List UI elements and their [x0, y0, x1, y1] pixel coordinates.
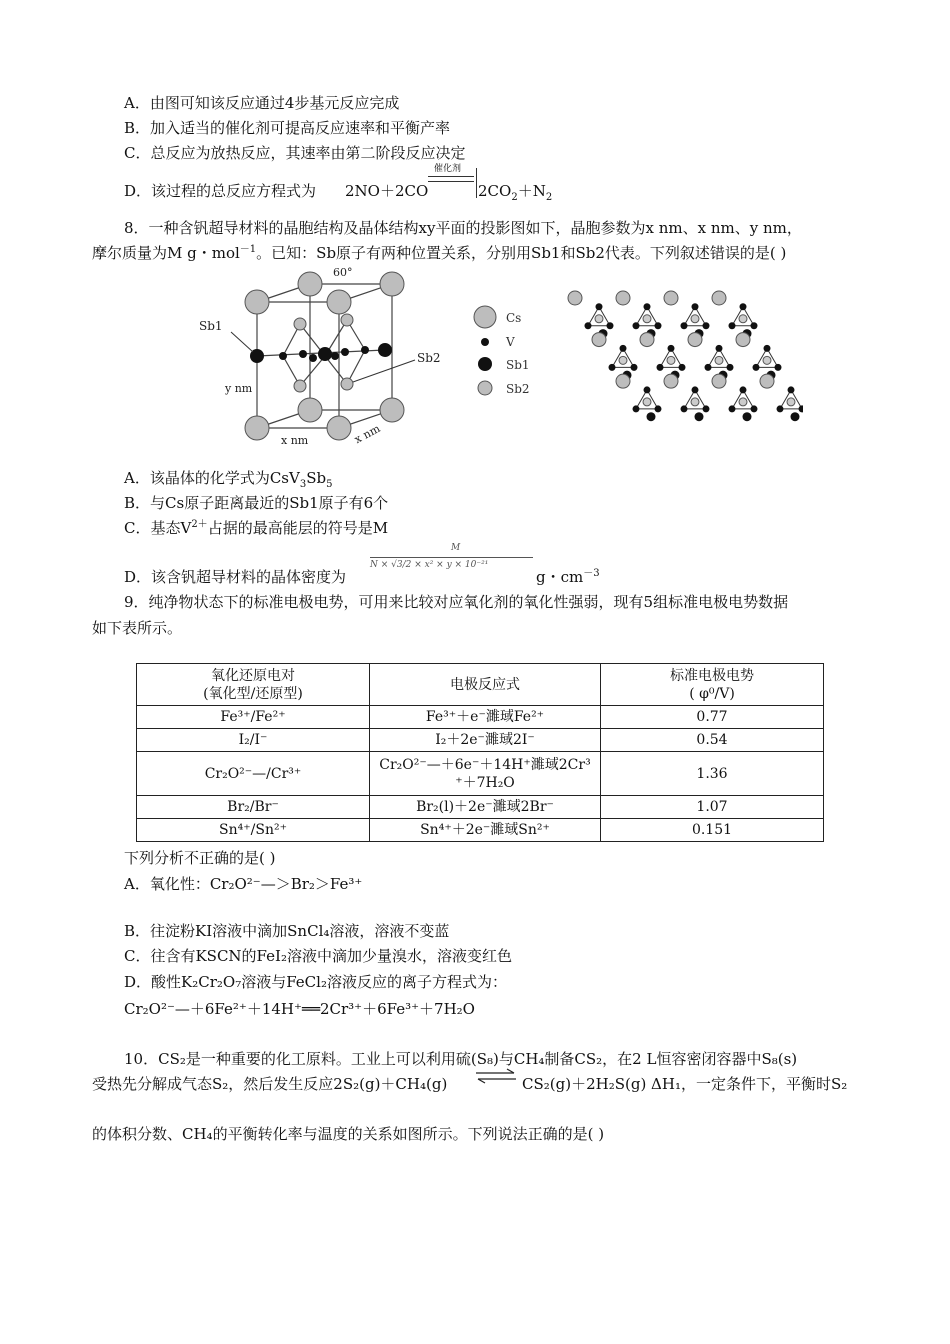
v-atom — [729, 405, 736, 412]
q9-ask: 下列分析不正确的是( ) — [124, 849, 276, 867]
v-atom — [753, 364, 760, 371]
unit-cell-figure — [195, 262, 445, 448]
q7-catalyst: 催化剂 — [434, 164, 462, 174]
q9-stem-line2: 如下表所示。 — [92, 619, 183, 637]
v-atom — [705, 364, 712, 371]
sb1-atom — [791, 412, 800, 421]
q8-option-a: A．该晶体的化学式为$CsV_3Sb_5$ — [124, 469, 333, 490]
v-atom — [729, 322, 736, 329]
q8-option-d: D．该含钒超导材料的晶体密度为 — [124, 568, 347, 586]
cell-reaction: Fe³⁺＋e⁻濉琙Fe²⁺ — [370, 706, 601, 729]
v-atom — [668, 345, 675, 352]
sb1-atom — [695, 412, 704, 421]
q8-stem-line2: 摩尔质量为M g・mol$^{-1}$。已知：Sb原子有两种位置关系，分别用Sb1和Sb2代表。下列叙述错误的是( ) — [92, 244, 787, 262]
fraction-bar — [370, 557, 533, 558]
cs-atom — [640, 333, 654, 347]
legend — [468, 300, 538, 400]
q7-option-a: A．由图可知该反应通过4步基元反应完成 — [124, 94, 400, 112]
table-row — [137, 729, 824, 752]
legend-sb2: Sb2 — [506, 382, 530, 396]
sb2-atom — [691, 398, 699, 406]
v-atom — [679, 364, 686, 371]
header-pair: 氧化还原电对 (氧化型/还原型) — [137, 664, 370, 706]
v-atom — [655, 322, 662, 329]
q10-stem-line2a: 受热先分解成气态S₂，然后发生反应2S₂(g)＋CH₄(g) — [92, 1075, 448, 1093]
q9-option-c: C．往含有KSCN的FeI₂溶液中滴加少量溴水，溶液变红色 — [124, 947, 512, 965]
cell-reaction: I₂＋2e⁻濉琙2I⁻ — [370, 729, 601, 752]
v-atom — [740, 386, 747, 393]
table-row — [137, 752, 824, 796]
table-header-row — [137, 664, 824, 706]
v-atom — [703, 322, 710, 329]
v-atom — [585, 322, 592, 329]
sb1-label: Sb1 — [199, 319, 223, 333]
v-atom — [764, 345, 771, 352]
v-atom — [596, 303, 603, 310]
sb2-atom — [667, 356, 675, 364]
cs-atom — [664, 374, 678, 388]
sb2-atom — [739, 398, 747, 406]
equilibrium-arrow-icon — [474, 1068, 518, 1084]
q7-option-b: B．加入适当的催化剂可提高反应速率和平衡产率 — [124, 119, 451, 137]
v-atom — [692, 303, 699, 310]
sb2-atom — [787, 398, 795, 406]
cs-atom — [760, 374, 774, 388]
sb2-atom — [763, 356, 771, 364]
v-atom — [751, 405, 758, 412]
table-row — [137, 706, 824, 729]
cell-potential: 0.77 — [601, 706, 824, 729]
sb2-atom — [739, 315, 747, 323]
v-atom — [609, 364, 616, 371]
v-atom — [775, 364, 782, 371]
q7-eq-right: $2CO_2+N_2$ — [478, 182, 553, 203]
v-atom — [740, 303, 747, 310]
cs-atom — [592, 333, 606, 347]
v-atom — [620, 345, 627, 352]
v-atom — [644, 303, 651, 310]
v-atom — [716, 345, 723, 352]
density-denominator: N × √3/2 × x² × y × 10⁻²¹ — [370, 560, 489, 570]
v-atom — [727, 364, 734, 371]
cell-potential: 1.07 — [601, 796, 824, 819]
density-unit: g・$cm^{-3}$ — [536, 568, 600, 586]
sb2-atom — [619, 356, 627, 364]
cell-potential: 0.54 — [601, 729, 824, 752]
cell-pair: Cr₂O²⁻—/Cr³⁺ — [137, 752, 370, 796]
table-row — [137, 796, 824, 819]
cell-reaction: Sn⁴⁺＋2e⁻濉琙Sn²⁺ — [370, 819, 601, 842]
v-atom — [633, 405, 640, 412]
angle-label: 60° — [333, 266, 353, 279]
sb2-atom — [643, 398, 651, 406]
cell-pair: Sn⁴⁺/Sn²⁺ — [137, 819, 370, 842]
sb1-atom — [743, 412, 752, 421]
sb1-atom — [647, 412, 656, 421]
q9-option-d: D．酸性K₂Cr₂O₇溶液与FeCl₂溶液反应的离子方程式为： — [124, 973, 507, 991]
v-atom — [799, 405, 804, 412]
v-atom — [681, 405, 688, 412]
cell-potential: 0.151 — [601, 819, 824, 842]
legend-v: V — [506, 335, 515, 349]
q10-stem-line3: 的体积分数、CH₄的平衡转化率与温度的关系如图所示。下列说法正确的是( ) — [92, 1125, 605, 1143]
y-axis-label: y nm — [225, 382, 253, 395]
q7-option-d: D．该过程的总反应方程式为 — [124, 182, 317, 200]
q7-eq-arrow — [428, 176, 474, 182]
sb2-atom — [691, 315, 699, 323]
cs-atom — [664, 291, 678, 305]
legend-sb1: Sb1 — [506, 358, 530, 372]
q9-option-b: B．往淀粉KI溶液中滴加SnCl₄溶液，溶液不变蓝 — [124, 922, 450, 940]
header-reaction: 电极反应式 — [370, 664, 601, 706]
cell-potential: 1.36 — [601, 752, 824, 796]
v-atom — [607, 322, 614, 329]
q8-option-b: B．与Cs原子距离最近的Sb1原子有6个 — [124, 494, 389, 512]
v-atom — [631, 364, 638, 371]
density-numerator: M — [451, 543, 461, 553]
cs-atom — [568, 291, 582, 305]
cell-pair: Br₂/Br⁻ — [137, 796, 370, 819]
q9-option-a: A．氧化性：Cr₂O²⁻—＞Br₂＞Fe³⁺ — [124, 875, 363, 893]
cell-pair: I₂/I⁻ — [137, 729, 370, 752]
sb2-atom — [595, 315, 603, 323]
x-axis-label-2: x nm — [352, 421, 383, 447]
cs-atom — [688, 333, 702, 347]
q10-stem-line2b: CS₂(g)＋2H₂S(g) ΔH₁，一定条件下，平衡时S₂ — [522, 1075, 848, 1093]
v-atom — [777, 405, 784, 412]
q8-option-c: C．基态$V^{2+}$占据的最高能层的符号是M — [124, 519, 389, 537]
cs-atom — [736, 333, 750, 347]
legend-cs: Cs — [506, 311, 522, 325]
electrode-potential-table — [136, 663, 824, 842]
x-axis-label-1: x nm — [281, 434, 309, 447]
v-atom — [655, 405, 662, 412]
q7-eq-bar — [476, 168, 477, 198]
sb2-atom — [643, 315, 651, 323]
q9-option-d-equation: Cr₂O²⁻—＋6Fe²⁺＋14H⁺══2Cr³⁺＋6Fe³⁺＋7H₂O — [124, 1000, 475, 1018]
v-atom — [703, 405, 710, 412]
q9-stem-line1: 9．纯净物状态下的标准电极电势，可用来比较对应氧化剂的氧化性强弱，现有5组标准电极电势数据 — [124, 593, 789, 611]
cs-atom — [712, 291, 726, 305]
q7-eq-left: 2NO＋2CO — [345, 182, 429, 200]
cs-atom — [616, 374, 630, 388]
v-atom — [633, 322, 640, 329]
header-potential: 标准电极电势 ( φ⁰/V) — [601, 664, 824, 706]
v-atom — [657, 364, 664, 371]
cs-atom — [712, 374, 726, 388]
v-atom — [751, 322, 758, 329]
xy-projection-figure — [563, 282, 803, 422]
table-row — [137, 819, 824, 842]
v-atom — [681, 322, 688, 329]
sb2-label: Sb2 — [417, 351, 441, 365]
cell-reaction: Br₂(l)＋2e⁻濉琙2Br⁻ — [370, 796, 601, 819]
v-atom — [692, 386, 699, 393]
q8-stem-line1: 8．一种含钒超导材料的晶胞结构及晶体结构xy平面的投影图如下，晶胞参数为x nm、x nm、y nm， — [124, 219, 802, 237]
cell-pair: Fe³⁺/Fe²⁺ — [137, 706, 370, 729]
v-atom — [644, 386, 651, 393]
v-atom — [788, 386, 795, 393]
cell-reaction: Cr₂O²⁻—＋6e⁻＋14H⁺濉琙2Cr³ ⁺＋7H₂O — [370, 752, 601, 796]
q7-option-c: C．总反应为放热反应，其速率由第二阶段反应决定 — [124, 144, 466, 162]
q10-stem-line1: 10．CS₂是一种重要的化工原料。工业上可以利用硫(S₈)与CH₄制备CS₂，在2 L恒容密闭容器中S₈(s) — [124, 1050, 798, 1068]
sb2-atom — [715, 356, 723, 364]
cs-atom — [616, 291, 630, 305]
